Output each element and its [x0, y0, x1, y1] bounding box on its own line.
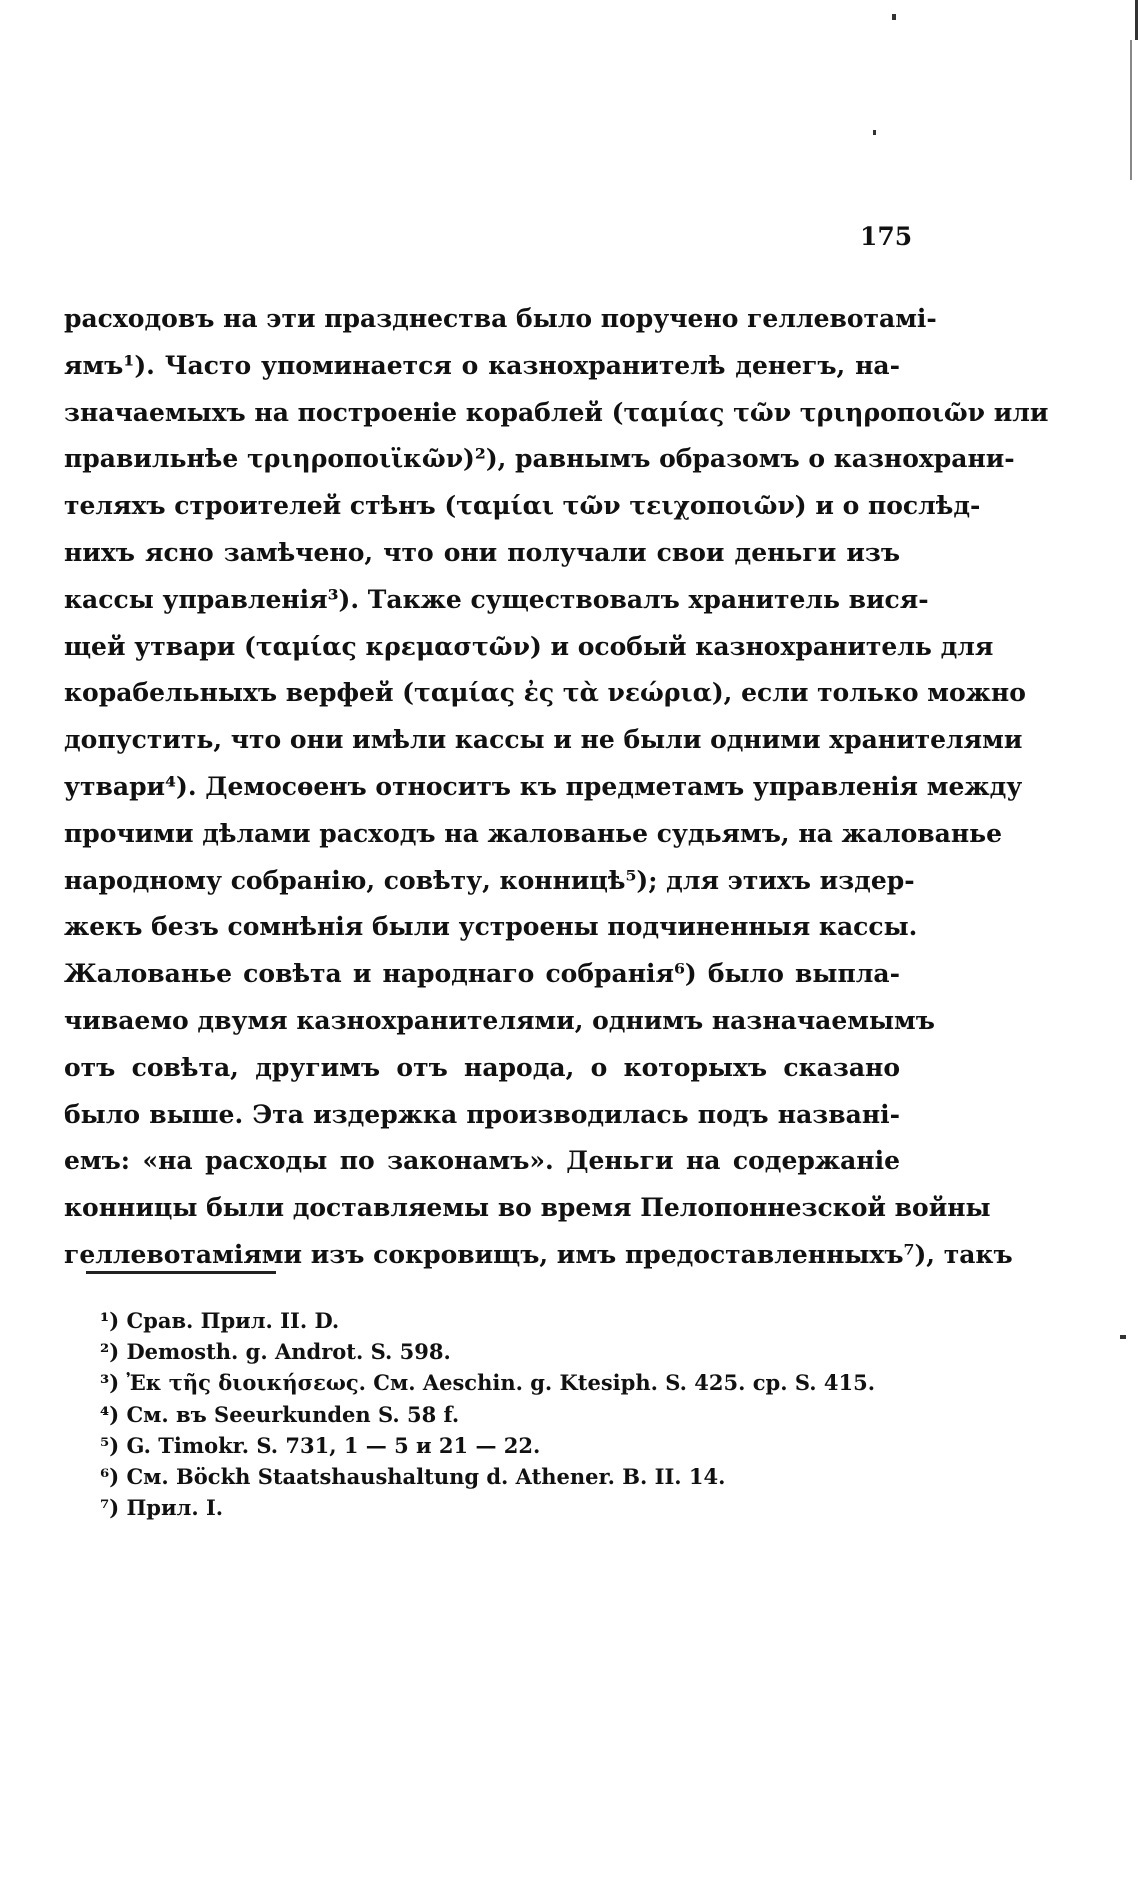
text-line: значаемыхъ на построеніе кораблей (ταμίας τῶν τριηροποιῶν или [64, 397, 1049, 427]
text-line: народному собранію, совѣту, конницѣ⁵); для этихъ издер- [64, 865, 915, 895]
text-line: расходовъ на эти празднества было поручено геллевотамі- [64, 304, 937, 333]
footnote: ⁴) См. въ Seeurkunden S. 58 f. [100, 1401, 460, 1427]
body-text [64, 296, 1049, 1279]
speck-mark [873, 130, 876, 135]
text-line: было выше. Эта издержка производилась подъ названі- [64, 1099, 900, 1129]
footnote: ⁷) Прил. I. [100, 1495, 224, 1521]
speck-mark [892, 14, 896, 20]
footnote: ¹) Срав. Прил. II. D. [100, 1308, 340, 1333]
text-line: конницы были доставляемы во время Пелопоннезской войны [64, 1193, 991, 1223]
text-line: щей утвари (ταμίας κρεμαστῶν) и особый казнохранитель для [64, 631, 994, 661]
footnote: ⁵) G. Timokr. S. 731, 1 — 5 и 21 — 22. [100, 1432, 541, 1458]
text-line: жекъ безъ сомнѣнія были устроены подчиненныя кассы. [64, 912, 918, 942]
text-line: допустить, что они имѣли кассы и не были одними хранителями [64, 725, 1023, 755]
footnote: ³) Ἐκ τῆς διοικήσεως. См. Aeschin. g. Ktesiph. S. 425. ср. S. 415. [100, 1370, 876, 1396]
text-line: ямъ¹). Часто упоминается о казнохранителѣ денегъ, на- [64, 350, 900, 380]
text-line: Жалованье совѣта и народнаго собранія⁶) было выпла- [64, 959, 900, 989]
text-line: геллевотаміями изъ сокровищъ, имъ предоставленныхъ⁷), такъ [64, 1239, 1013, 1269]
speck-mark [1120, 1335, 1126, 1339]
text-line: кассы управленія³). Также существовалъ хранитель вися- [64, 584, 929, 614]
footnote-divider [86, 1271, 276, 1274]
text-line: теляхъ строителей стѣнъ (ταμίαι τῶν τειχοποιῶν) и о послѣд- [64, 491, 981, 521]
text-line: нихъ ясно замѣчено, что они получали свои деньги изъ [64, 537, 900, 567]
text-line: правильнѣе τριηροποιϊκῶν)²), равнымъ образомъ о казнохрани- [64, 444, 1015, 474]
text-line: емъ: «на расходы по законамъ». Деньги на содержаніе [64, 1146, 900, 1176]
text-line: прочими дѣлами расходъ на жалованье судьямъ, на жалованье [64, 818, 1003, 848]
footnote: ²) Demosth. g. Androt. S. 598. [100, 1339, 451, 1365]
page-edge-mark [1130, 40, 1132, 180]
footnote: ⁶) См. Böckh Staatshaushaltung d. Athener. B. II. 14. [100, 1463, 726, 1489]
footnotes [100, 1305, 920, 1523]
text-line: корабельныхъ верфей (ταμίας ἐς τὰ νεώρια), если только можно [64, 678, 1026, 708]
text-line: утвари⁴). Демосѳенъ относитъ къ предметамъ управленія между [64, 771, 1023, 801]
page-number: 175 [860, 222, 913, 251]
text-line: отъ совѣта, другимъ отъ народа, о которыхъ сказано [64, 1052, 900, 1082]
page-edge-mark [1135, 0, 1138, 40]
text-line: чиваемо двумя казнохранителями, однимъ назначаемымъ [64, 1005, 935, 1035]
